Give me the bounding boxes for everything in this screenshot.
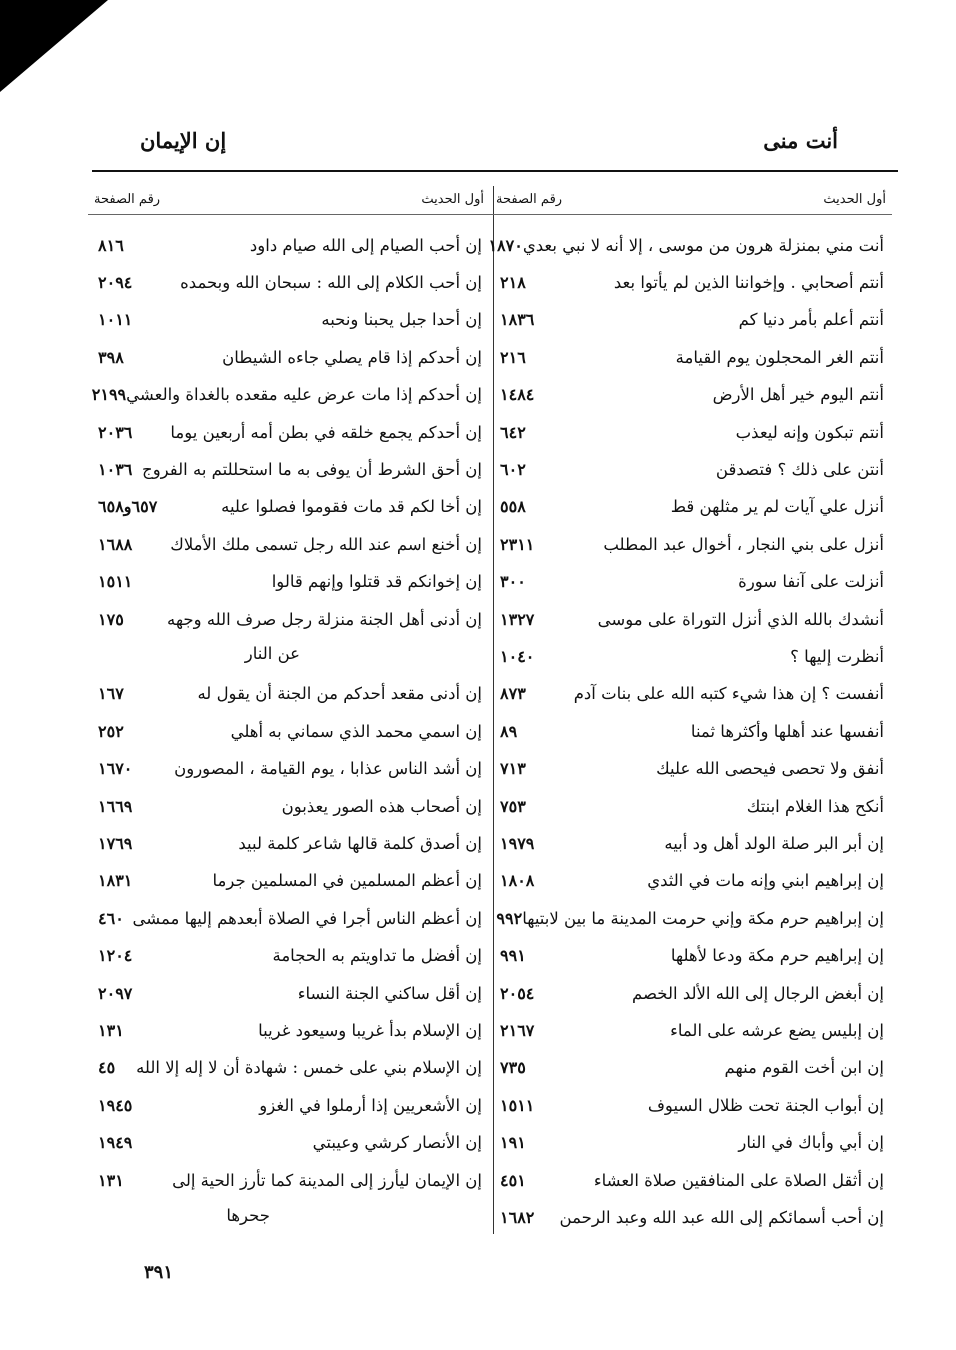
hadith-opening: إن أفضل ما تداويتم به الحجامة: [272, 946, 482, 966]
index-entry: [490, 339, 892, 375]
index-entry: [490, 377, 892, 413]
hadith-opening: أنكح هذا الغلام ابنتك: [746, 796, 884, 816]
index-entry: [88, 1050, 490, 1086]
index-entry: [88, 526, 490, 562]
page-reference: ١٨٠٨: [500, 871, 535, 891]
index-entry: [88, 489, 490, 525]
page-reference: ٤٥١: [500, 1170, 526, 1190]
hadith-opening: إن أشد الناس عذابا ، يوم القيامة ، المصورون: [174, 759, 482, 779]
page-reference: ٢٥٢: [98, 721, 124, 741]
page-reference: ٤٦٠: [98, 908, 124, 928]
page-reference: ١٩٤٥: [98, 1095, 133, 1115]
continuation-line: جحرها: [226, 1206, 270, 1225]
index-entry: [490, 1050, 892, 1086]
hadith-opening: إن أحدكم يجمع خلقه في بطن أمه أربعين يوما: [170, 422, 482, 442]
index-entry: [490, 227, 892, 263]
index-entry: [490, 900, 892, 936]
index-entry: [490, 414, 892, 450]
hadith-opening: إن ابن أخت القوم منهم: [724, 1058, 884, 1078]
hadith-opening: أنظرت إليها ؟: [790, 646, 884, 666]
page-reference: ١٣١: [98, 1170, 124, 1190]
index-entry: [88, 751, 490, 787]
hadith-opening: إن أحب أسمائكم إلى الله عبد الله وعبد الرحمن: [559, 1207, 884, 1227]
hadith-opening: إن أصحاب هذه الصور يعذبون: [281, 796, 482, 816]
index-entry: [88, 264, 490, 300]
hadith-opening: إن الإيمان ليأرز إلى المدينة كما تأرز الحية إلى: [172, 1170, 482, 1190]
index-entry: [88, 339, 490, 375]
hadith-opening: أنتم أعلم بأمر دنيا كم: [738, 310, 884, 330]
first-of-hadith-label: أول الحديث: [421, 192, 484, 207]
right-column-header: [490, 192, 892, 215]
index-entry: [88, 302, 490, 338]
index-entry: [490, 1162, 892, 1198]
page-reference: ١٧٥: [98, 609, 124, 629]
page-reference: ٢٠٥٤: [500, 983, 535, 1003]
page-reference: ٦٥٧و٦٥٨: [98, 497, 158, 517]
page-reference: ١٥١١: [500, 1095, 535, 1115]
hadith-opening: إن أحب الكلام إلى الله : سبحان الله وبحمده: [180, 272, 482, 292]
hadith-opening: أنت مني بمنزلة هرون من موسى ، إلا أنه لا نبي بعدي: [522, 235, 884, 255]
index-entry: [88, 713, 490, 749]
page-reference: ٢١٩٩: [91, 385, 127, 405]
page-reference: ١٨٣٦: [500, 310, 535, 330]
header-rule: [92, 170, 898, 172]
page-reference: ١٥١١: [98, 572, 133, 592]
page-reference: ١٩٧٩: [500, 833, 535, 853]
hadith-opening: إن أقل ساكني الجنة النساء: [297, 983, 482, 1003]
index-entry: [490, 451, 892, 487]
index-entry: [490, 863, 892, 899]
hadith-opening: إن أخا لكم قد مات فقوموا فصلوا عليه: [221, 497, 482, 517]
page-reference: ٢١٨: [500, 272, 526, 292]
index-entry: [88, 377, 490, 413]
page-reference: ١٦٨٢: [500, 1207, 535, 1227]
index-entry: [88, 414, 490, 450]
continuation-line: عن النار: [244, 644, 300, 663]
running-head-right: أنت منى: [763, 128, 838, 153]
hadith-opening: إن أبر البر صلة الولد أهل ود أبيه: [664, 833, 884, 853]
page-reference: ٢٠٣٦: [98, 422, 133, 442]
page-reference: ٥٥٨: [500, 497, 526, 517]
page-reference: ١٣٢٧: [500, 609, 535, 629]
page-reference: ٣٠٠: [500, 572, 526, 592]
page-reference: ١٣١: [98, 1020, 124, 1040]
page-reference: ٩٩٢: [496, 908, 523, 928]
hadith-opening: إن الأنصار كرشي وعيبتي: [312, 1133, 482, 1153]
index-entry: [490, 302, 892, 338]
index-entry: [88, 1087, 490, 1123]
hadith-opening: إن الأشعريين إذا أرملوا في الغزو: [259, 1095, 482, 1115]
page-reference: ٨٩: [500, 721, 518, 741]
page-reference: ٢٠٩٤: [98, 272, 133, 292]
page-reference: ٩٩١: [500, 946, 526, 966]
hadith-opening: إن أعظم المسلمين في المسلمين جرما: [212, 871, 482, 891]
hadith-opening: إن أبواب الجنة تحت ظلال السيوف: [647, 1095, 884, 1115]
page-reference: ١٩١: [500, 1133, 526, 1153]
page-reference: ١٦٧: [98, 684, 124, 704]
page-reference: ٢١٦: [500, 347, 526, 367]
hadith-opening: أنزل علي آيات لم ير مثلهن قط: [670, 497, 884, 517]
index-entry: [88, 825, 490, 861]
page-reference: ١٢٠٤: [98, 946, 133, 966]
hadith-opening: إن إبراهيم حرم مكة وإني حرمت المدينة ما بين لابتيها: [522, 908, 884, 928]
index-entry: [88, 676, 490, 712]
scan-corner-mark: [0, 0, 108, 92]
index-entry: [490, 601, 892, 637]
hadith-opening: أنتم الغر المحجلون يوم القيامة: [675, 347, 884, 367]
right-column: [488, 192, 892, 1227]
hadith-opening: أنفق ولا تحصى فيحصى الله عليك: [656, 759, 884, 779]
page-reference: ١٧٦٩: [98, 833, 133, 853]
page-reference: ٢٣١١: [500, 534, 535, 554]
page-reference: ٢٠٩٧: [98, 983, 133, 1003]
page-number-label: رقم الصفحة: [496, 192, 563, 207]
page-reference: ١٦٨٨: [98, 534, 133, 554]
hadith-opening: أنتم تبكون وإنه ليعذب: [735, 422, 884, 442]
page-number: ٣٩١: [144, 1262, 174, 1283]
hadith-opening: أنتم أصحابي . وإخواننا الذين لم يأتوا بعد: [613, 272, 884, 292]
hadith-opening: إن أثقل الصلاة على المنافقين صلاة العشاء: [593, 1170, 884, 1190]
page-reference: ٣٩٨: [98, 347, 124, 367]
hadith-opening: إن اسمي محمد الذي سماني به أهلي: [230, 721, 482, 741]
hadith-opening: أنشدك بالله الذي أنزل التوراة على موسى: [597, 609, 884, 629]
index-entry: [490, 1125, 892, 1161]
hadith-opening: إن إبراهيم حرم مكة ودعا لأهلها: [670, 946, 884, 966]
page-reference: ٨١٦: [98, 235, 124, 255]
hadith-opening: إن أخنع اسم عند الله رجل تسمى ملك الأملاك: [170, 534, 482, 554]
index-entry: [490, 489, 892, 525]
hadith-opening: أنتن على ذلك ؟ فتصدقن: [715, 459, 884, 479]
hadith-opening: أنتم اليوم خير أهل الأرض: [712, 385, 884, 405]
page-reference: ١٦٦٩: [98, 796, 133, 816]
index-entry: [88, 900, 490, 936]
index-entry: [490, 638, 892, 674]
index-entry: [490, 975, 892, 1011]
running-head-left: إن الإيمان: [140, 128, 227, 153]
page-reference: ١٠٤٠: [500, 646, 535, 666]
index-entry: [88, 451, 490, 487]
left-column-header: [88, 192, 490, 215]
page-reference: ١٠١١: [98, 310, 133, 330]
index-entry: [88, 1012, 490, 1048]
first-of-hadith-label: أول الحديث: [823, 192, 886, 207]
hadith-opening: إن الإسلام بني على خمس : شهادة أن لا إله إلا الله: [136, 1058, 482, 1078]
page-reference: ١٨٣١: [98, 871, 133, 891]
index-entry: [88, 863, 490, 899]
index-entry: [490, 1199, 892, 1235]
index-entry: [490, 751, 892, 787]
left-column: [88, 192, 490, 1225]
hadith-opening: إن أحدا جبل يحبنا ونحبه: [321, 310, 482, 330]
page-reference: ١٦٧٠: [98, 759, 133, 779]
index-entry: [490, 264, 892, 300]
hadith-opening: أنفست ؟ إن هذا شيء كتبه الله على بنات آدم: [573, 684, 884, 704]
page-reference: ٨٧٣: [500, 684, 526, 704]
hadith-opening: إن أحب الصيام إلى الله صيام داود: [249, 235, 482, 255]
page-reference: ٧١٣: [500, 759, 526, 779]
page-reference: ١٠٣٦: [98, 459, 133, 479]
index-entry: [490, 825, 892, 861]
index-entry: [88, 601, 490, 637]
index-entry: [88, 227, 490, 263]
index-entry: [88, 788, 490, 824]
page-reference: ٢١٦٧: [500, 1020, 535, 1040]
index-entry: [490, 938, 892, 974]
page-reference: ٤٥: [98, 1058, 116, 1078]
page-reference: ١٤٨٤: [500, 385, 535, 405]
page-reference: ٦٠٢: [500, 459, 526, 479]
index-entry: [88, 1162, 490, 1198]
hadith-opening: إن أحدكم إذا مات عرض عليه مقعده بالغداة والعشي: [126, 385, 482, 405]
index-entry: [490, 713, 892, 749]
page-reference: ١٨٧٠: [488, 235, 523, 255]
hadith-opening: إن أبي وأباك في النار: [738, 1133, 884, 1153]
hadith-opening: إن إخوانكم قد قتلوا وإنهم قالوا: [271, 572, 482, 592]
index-entry: [88, 564, 490, 600]
hadith-opening: إن أحق الشرط أن يوفى به ما استحللتم به الفروج: [142, 459, 482, 479]
index-entry: [490, 788, 892, 824]
hadith-opening: إن إبليس يضع عرشه على الماء: [670, 1020, 884, 1040]
index-entry: [88, 1125, 490, 1161]
index-entry: [490, 1087, 892, 1123]
hadith-opening: إن أبغض الرجال إلى الله الألد الخصم: [632, 983, 884, 1003]
index-entry: [490, 526, 892, 562]
hadith-opening: أنزل على بني النجار ، أخوال عبد المطلب: [603, 534, 884, 554]
hadith-opening: إن أحدكم إذا قام يصلي جاءه الشيطان: [222, 347, 482, 367]
hadith-opening: إن أدنى مقعد أحدكم من الجنة أن يقول له: [197, 684, 482, 704]
hadith-opening: إن أدنى أهل الجنة منزلة رجل صرف الله وجهه: [166, 609, 482, 629]
page-reference: ٧٣٥: [500, 1058, 526, 1078]
index-entry: [88, 938, 490, 974]
hadith-opening: إن الإسلام بدأ غريبا وسيعود غريبا: [258, 1020, 482, 1040]
hadith-opening: إن أعظم الناس أجرا في الصلاة أبعدهم إليها ممشى: [132, 908, 482, 928]
index-entry: [490, 676, 892, 712]
hadith-opening: إن أصدق كلمة قالها شاعر كلمة لبيد: [238, 833, 482, 853]
hadith-opening: أنزلت على آنفا سورة: [738, 572, 884, 592]
page-reference: ٧٥٣: [500, 796, 526, 816]
page-reference: ١٩٤٩: [98, 1133, 133, 1153]
index-entry: [88, 975, 490, 1011]
hadith-opening: أنفسها عند أهلها وأكثرها ثمنا: [690, 721, 884, 741]
page-reference: ٦٤٢: [500, 422, 526, 442]
page-number-label: رقم الصفحة: [94, 192, 161, 207]
hadith-opening: إن إبراهيم ابني وإنه مات في الثدي: [647, 871, 884, 891]
index-entry: [490, 1012, 892, 1048]
index-entry: [490, 564, 892, 600]
